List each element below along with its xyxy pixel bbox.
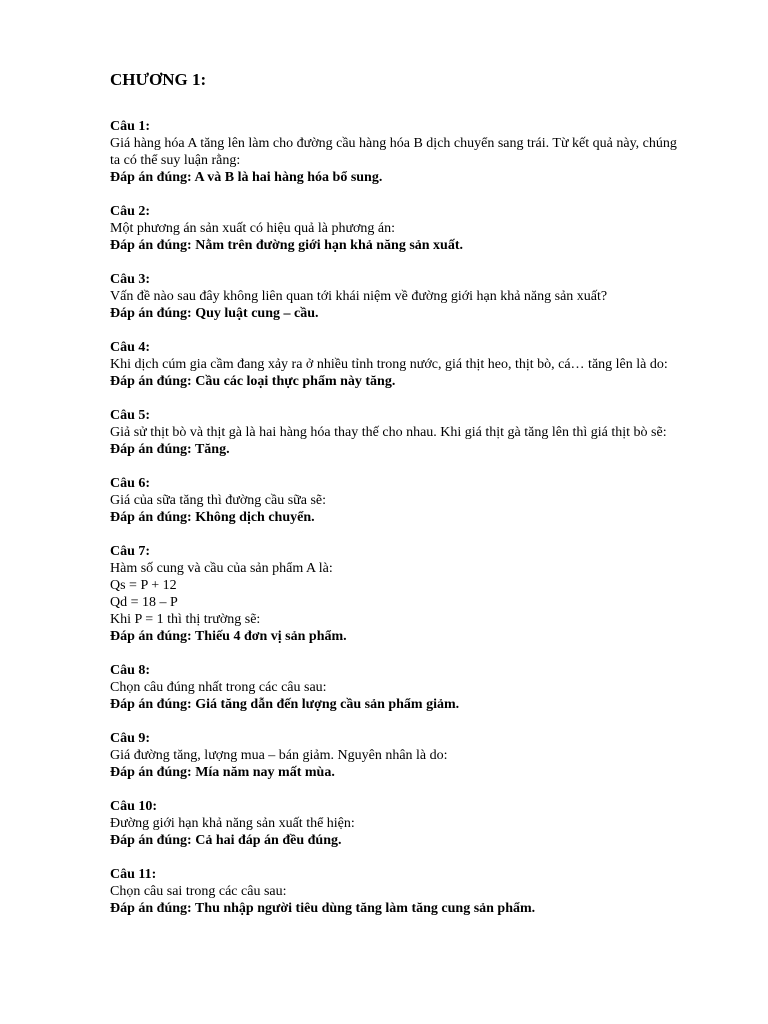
- answer-value: Không dịch chuyển.: [195, 510, 315, 525]
- answer-text: [110, 832, 688, 849]
- question-text: Đường giới hạn khả năng sản xuất thể hiện:: [110, 816, 355, 831]
- answer-prefix: Đáp án đúng:: [110, 442, 195, 457]
- answer-value: Giá tăng dẫn đến lượng cầu sản phẩm giảm.: [195, 697, 460, 712]
- question-block: [110, 662, 688, 713]
- answer-prefix: Đáp án đúng:: [110, 170, 195, 185]
- question-label: Câu 5:: [110, 408, 151, 423]
- answer-value: Quy luật cung – cầu.: [195, 306, 319, 321]
- question-text: Hàm số cung và cầu của sản phẩm A là:: [110, 561, 333, 576]
- question-label: Câu 4:: [110, 340, 151, 355]
- answer-value: A và B là hai hàng hóa bổ sung.: [194, 170, 383, 185]
- question-block: [110, 118, 688, 186]
- answer-value: Cầu các loại thực phẩm này tăng.: [195, 374, 396, 389]
- answer-prefix: Đáp án đúng:: [110, 629, 195, 644]
- question-label: Câu 11:: [110, 867, 157, 882]
- question-text: Một phương án sản xuất có hiệu quả là phương án:: [110, 221, 396, 236]
- question-text: Chọn câu đúng nhất trong các câu sau:: [110, 680, 327, 695]
- answer-text: [110, 696, 688, 713]
- question-text: Giả sử thịt bò và thịt gà là hai hàng hóa thay thế cho nhau. Khi giá thịt gà tăng lên thì giá thịt bò sẽ:: [110, 425, 667, 440]
- question-block: [110, 407, 688, 458]
- answer-text: [110, 305, 688, 322]
- answer-text: [110, 764, 688, 781]
- answer-value: Tăng.: [194, 442, 230, 457]
- answer-prefix: Đáp án đúng:: [110, 765, 196, 780]
- answer-prefix: Đáp án đúng:: [110, 238, 196, 253]
- answer-value: Nằm trên đường giới hạn khả năng sản xuất.: [195, 238, 464, 253]
- question-text: Qd = 18 – P: [110, 595, 178, 610]
- question-block: [110, 475, 688, 526]
- answer-value: Thu nhập người tiêu dùng tăng làm tăng cung sản phẩm.: [194, 901, 536, 916]
- answer-text: [110, 237, 688, 254]
- answer-text: [110, 373, 688, 390]
- answer-value: Cả hai đáp án đều đúng.: [195, 833, 342, 848]
- question-text: Chọn câu sai trong các câu sau:: [110, 884, 287, 899]
- question-block: [110, 271, 688, 322]
- answer-text: [110, 628, 688, 645]
- answer-prefix: Đáp án đúng:: [110, 833, 196, 848]
- answer-text: [110, 900, 688, 917]
- question-text: Giá của sữa tăng thì đường cầu sữa sẽ:: [110, 493, 326, 508]
- question-text: Giá hàng hóa A tăng lên làm cho đường cầu hàng hóa B dịch chuyển sang trái. Từ kết quả này, chúng ta có thể suy luận rằng:: [110, 136, 677, 168]
- question-label: Câu 1:: [110, 119, 151, 134]
- question-label: Câu 2:: [110, 204, 151, 219]
- answer-prefix: Đáp án đúng:: [110, 306, 196, 321]
- question-text: Khi dịch cúm gia cầm đang xảy ra ở nhiều tỉnh trong nước, giá thịt heo, thịt bò, cá… tăng lên là do:: [110, 357, 668, 372]
- answer-prefix: Đáp án đúng:: [110, 374, 196, 389]
- answer-text: [110, 509, 688, 526]
- answer-text: [110, 441, 688, 458]
- question-text: Giá đường tăng, lượng mua – bán giảm. Nguyên nhân là do:: [110, 748, 448, 763]
- question-list: [110, 118, 688, 917]
- question-label: Câu 9:: [110, 731, 151, 746]
- answer-text: [110, 169, 688, 186]
- question-block: [110, 339, 688, 390]
- answer-prefix: Đáp án đúng:: [110, 697, 196, 712]
- question-label: Câu 6:: [110, 476, 151, 491]
- question-block: [110, 798, 688, 849]
- question-block: [110, 866, 688, 917]
- answer-prefix: Đáp án đúng:: [110, 510, 196, 525]
- answer-prefix: Đáp án đúng:: [110, 901, 195, 916]
- question-block: [110, 203, 688, 254]
- question-label: Câu 3:: [110, 272, 151, 287]
- question-label: Câu 10:: [110, 799, 158, 814]
- answer-value: Mía năm nay mất mùa.: [195, 765, 335, 780]
- question-text: Qs = P + 12: [110, 578, 177, 593]
- question-text: Khi P = 1 thì thị trường sẽ:: [110, 612, 261, 627]
- chapter-title: CHƯƠNG 1:: [110, 70, 207, 89]
- question-label: Câu 7:: [110, 544, 151, 559]
- answer-value: Thiếu 4 đơn vị sản phẩm.: [194, 629, 347, 644]
- question-block: [110, 543, 688, 645]
- question-text: Vấn đề nào sau đây không liên quan tới khái niệm về đường giới hạn khả năng sản xuất?: [110, 289, 608, 304]
- question-label: Câu 8:: [110, 663, 151, 678]
- question-block: [110, 730, 688, 781]
